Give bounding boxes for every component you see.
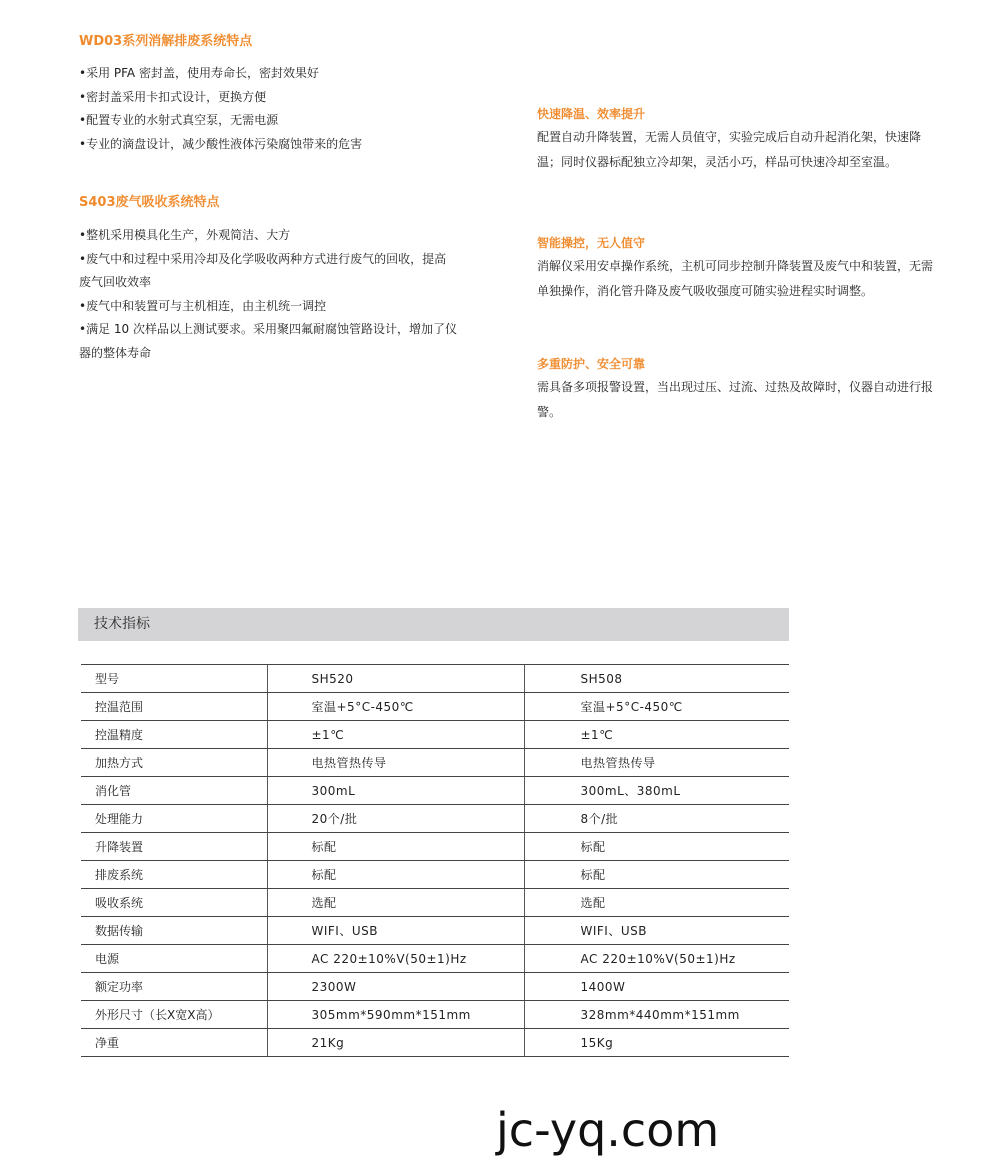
wd03-bullet: •密封盖采用卡扣式设计，更换方便 xyxy=(79,89,267,104)
spec-value-sh508: 选配 xyxy=(524,889,789,917)
feature-title: 智能操控，无人值守 xyxy=(537,236,646,250)
wd03-bullet: •配置专业的水射式真空泵，无需电源 xyxy=(79,113,279,127)
table-row xyxy=(81,749,789,777)
feature-smart-control xyxy=(537,234,937,304)
spec-value-sh520: 室温+5°C-450℃ xyxy=(267,693,524,721)
spec-value-sh508: SH508 xyxy=(524,665,789,693)
feature-safety xyxy=(537,355,937,425)
spec-value-sh508: 1400W xyxy=(524,973,789,1001)
spec-value-sh520: 2300W xyxy=(267,973,524,1001)
table-row xyxy=(81,917,789,945)
spec-value-sh520: SH520 xyxy=(267,665,524,693)
table-row xyxy=(81,665,789,693)
s403-feature-list xyxy=(79,224,457,365)
spec-value-sh508: AC 220±10%V(50±1)Hz xyxy=(524,945,789,973)
s403-bullet: •废气中和装置可与主机相连，由主机统一调控 xyxy=(79,298,327,313)
feature-body: 消解仪采用安卓操作系统，主机可同步控制升降装置及废气中和装置，无需单独操作，消化管升降及废气吸收强度可随实验进程实时调整。 xyxy=(537,259,934,298)
wd03-bullet: •采用 PFA 密封盖，使用寿命长，密封效果好 xyxy=(79,66,319,80)
spec-value-sh520: AC 220±10%V(50±1)Hz xyxy=(267,945,524,973)
table-row xyxy=(81,805,789,833)
spec-value-sh520: 305mm*590mm*151mm xyxy=(267,1001,524,1029)
spec-value-sh520: ±1℃ xyxy=(267,721,524,749)
spec-label: 消化管 xyxy=(81,777,267,805)
spec-value-sh508: ±1℃ xyxy=(524,721,789,749)
feature-title: 快速降温、效率提升 xyxy=(537,107,646,121)
spec-value-sh520: 标配 xyxy=(267,833,524,861)
table-row xyxy=(81,833,789,861)
wd03-section-title: WD03系列消解排废系统特点 xyxy=(79,34,253,49)
spec-value-sh520: 电热管热传导 xyxy=(267,749,524,777)
spec-value-sh520: 21Kg xyxy=(267,1029,524,1057)
table-row xyxy=(81,945,789,973)
spec-value-sh508: WIFI、USB xyxy=(524,917,789,945)
feature-title: 多重防护、安全可靠 xyxy=(537,357,646,371)
spec-label: 数据传输 xyxy=(81,917,267,945)
spec-value-sh520: 标配 xyxy=(267,861,524,889)
feature-fast-cooling xyxy=(537,105,937,175)
spec-value-sh508: 8个/批 xyxy=(524,805,789,833)
spec-value-sh520: 选配 xyxy=(267,889,524,917)
spec-value-sh508: 300mL、380mL xyxy=(524,777,789,805)
spec-section-header: 技术指标 xyxy=(78,608,789,641)
wd03-bullet: •专业的滴盘设计，减少酸性液体污染腐蚀带来的危害 xyxy=(79,136,363,151)
spec-value-sh508: 15Kg xyxy=(524,1029,789,1057)
spec-label: 控温精度 xyxy=(81,721,267,749)
spec-value-sh508: 室温+5°C-450℃ xyxy=(524,693,789,721)
spec-value-sh520: 300mL xyxy=(267,777,524,805)
spec-label: 升降装置 xyxy=(81,833,267,861)
spec-value-sh508: 电热管热传导 xyxy=(524,749,789,777)
table-row xyxy=(81,973,789,1001)
spec-label: 外形尺寸（长X宽X高） xyxy=(81,1001,267,1029)
s403-bullet: •整机采用模具化生产，外观简洁、大方 xyxy=(79,228,291,242)
feature-body: 配置自动升降装置，无需人员值守，实验完成后自动升起消化架，快速降温；同时仪器标配独立冷却架，灵活小巧，样品可快速冷却至室温。 xyxy=(537,130,922,169)
table-row xyxy=(81,1029,789,1057)
s403-section-title: S403废气吸收系统特点 xyxy=(79,195,220,210)
table-row xyxy=(81,721,789,749)
wd03-feature-list xyxy=(79,62,479,156)
spec-label: 净重 xyxy=(81,1029,267,1057)
spec-label: 控温范围 xyxy=(81,693,267,721)
table-row xyxy=(81,889,789,917)
spec-label: 型号 xyxy=(81,665,267,693)
feature-body: 需具备多项报警设置，当出现过压、过流、过热及故障时，仪器自动进行报警。 xyxy=(537,380,934,419)
spec-value-sh520: 20个/批 xyxy=(267,805,524,833)
s403-bullet: •废气中和过程中采用冷却及化学吸收两种方式进行废气的回收，提高废气回收效率 xyxy=(79,251,447,289)
spec-value-sh520: WIFI、USB xyxy=(267,917,524,945)
table-row xyxy=(81,1001,789,1029)
table-row xyxy=(81,861,789,889)
spec-table xyxy=(81,664,789,1057)
table-row xyxy=(81,693,789,721)
spec-label: 电源 xyxy=(81,945,267,973)
table-row xyxy=(81,777,789,805)
spec-label: 排废系统 xyxy=(81,861,267,889)
spec-label: 吸收系统 xyxy=(81,889,267,917)
spec-value-sh508: 标配 xyxy=(524,833,789,861)
spec-label: 加热方式 xyxy=(81,749,267,777)
spec-label: 处理能力 xyxy=(81,805,267,833)
s403-bullet: •满足 10 次样品以上测试要求。采用聚四氟耐腐蚀管路设计，增加了仪器的整体寿命 xyxy=(79,322,457,360)
footer-website-url: jc-yq.com xyxy=(496,1103,720,1157)
spec-value-sh508: 328mm*440mm*151mm xyxy=(524,1001,789,1029)
spec-value-sh508: 标配 xyxy=(524,861,789,889)
spec-label: 额定功率 xyxy=(81,973,267,1001)
